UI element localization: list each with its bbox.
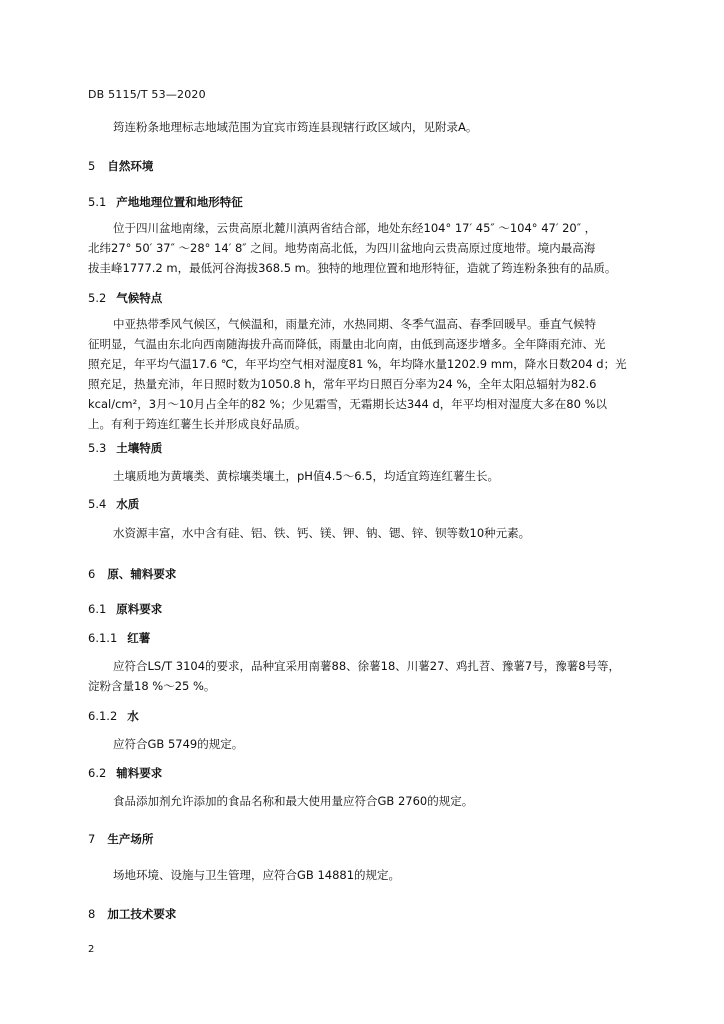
- text-line: 位于四川盆地南缘，云贵高原北麓川滇两省结合部，地处东经104° 17′ 45″ ～104° 47′ 20″ ，: [113, 221, 597, 235]
- section-title: 土壤特质: [116, 441, 163, 455]
- section-number: 5.2: [88, 291, 107, 305]
- subsection-heading: [88, 440, 162, 456]
- paragraph: 食品添加剂允许添加的食品名称和最大使用量应符合GB 2760的规定。: [113, 794, 474, 808]
- section-number: 6.1: [88, 602, 107, 616]
- subsection-heading: [88, 765, 162, 781]
- section-title: 水: [127, 709, 139, 723]
- section-number: 5: [88, 159, 96, 173]
- text-line: 上。有利于筠连红薯生长并形成良好品质。: [88, 417, 307, 431]
- text-line: 照充足，热量充沛，年日照时数为1050.8 h，常年平均日照百分率为24 %，全年太阳总辐射为82.6: [88, 377, 597, 391]
- section-title: 水质: [116, 497, 140, 511]
- paragraph: [88, 314, 628, 434]
- text-line: 照充足，年平均气温17.6 ℃，年平均空气相对湿度81 %，年均降水量1202.9 mm，降水日数204 d；光: [88, 357, 627, 371]
- paragraph: 土壤质地为黄壤类、黄棕壤类壤土，pH值4.5～6.5，均适宜筠连红薯生长。: [113, 469, 500, 483]
- intro-paragraph: 筠连粉条地理标志地域范围为宜宾市筠连县现辖行政区域内，见附录A。: [113, 120, 478, 134]
- section-title: 生产场所: [107, 832, 154, 846]
- section-title: 产地地理位置和地形特征: [116, 195, 243, 209]
- section-number: 5.4: [88, 497, 107, 511]
- section-title: 自然环境: [107, 159, 154, 173]
- text-line: 征明显，气温由东北向西南随海拔升高而降低，雨量由北向南，由低到高逐步增多。全年降雨充沛、光: [88, 337, 606, 351]
- section-number: 6: [88, 567, 96, 581]
- text-line: 拔圭峰1777.2 m，最低河谷海拔368.5 m。独特的地理位置和地形特征，造就了筠连粉条独有的品质。: [88, 261, 617, 275]
- section-title: 红薯: [127, 631, 151, 645]
- section-title: 原、辅料要求: [107, 567, 177, 581]
- text-line: 应符合LS/T 3104的要求，品种宜采用南薯88、徐薯18、川薯27、鸡扎苕、豫薯7号，豫薯8号等，: [113, 659, 621, 673]
- text-line: 北纬27° 50′ 37″ ～28° 14′ 8″ 之间。地势南高北低，为四川盆地向云贵高原过度地带。境内最高海: [88, 241, 596, 255]
- section-number: 6.2: [88, 766, 107, 780]
- paragraph: [88, 218, 628, 278]
- subsection-heading: [88, 290, 162, 306]
- section-number: 8: [88, 907, 96, 921]
- subsection-heading: [88, 601, 162, 617]
- section-number: 7: [88, 832, 96, 846]
- section-heading: [88, 831, 153, 847]
- section-heading: [88, 158, 153, 174]
- text-line: 淀粉含量18 %～25 %。: [88, 679, 216, 693]
- text-line: 中亚热带季风气候区，气候温和，雨量充沛，水热同期、冬季气温高、春季回暖早。垂直气候特: [113, 317, 596, 331]
- paragraph: 场地环境、设施与卫生管理，应符合GB 14881的规定。: [113, 868, 401, 882]
- section-title: 原料要求: [116, 602, 163, 616]
- paragraph: 水资源丰富，水中含有硅、铝、铁、钙、镁、钾、钠、锶、锌、钡等数10种元素。: [113, 526, 531, 540]
- section-title: 气候特点: [116, 291, 163, 305]
- section-number: 6.1.2: [88, 709, 118, 723]
- section-number: 5.3: [88, 441, 107, 455]
- section-title: 辅料要求: [116, 766, 163, 780]
- section-heading: [88, 906, 176, 922]
- subsubsection-heading: [88, 630, 150, 646]
- section-number: 5.1: [88, 195, 107, 209]
- page-number: 2: [88, 944, 95, 955]
- subsection-heading: [88, 194, 243, 210]
- document-header: DB 5115/T 53—2020: [88, 88, 206, 101]
- paragraph: [88, 656, 628, 696]
- subsubsection-heading: [88, 708, 139, 724]
- paragraph: 应符合GB 5749的规定。: [113, 737, 244, 751]
- section-number: 6.1.1: [88, 631, 118, 645]
- section-heading: [88, 566, 176, 582]
- subsection-heading: [88, 496, 139, 512]
- section-title: 加工技术要求: [107, 907, 177, 921]
- text-line: kcal/cm²，3月～10月占全年的82 %；少见霜雪，无霜期长达344 d，年平均相对湿度大多在80 %以: [88, 397, 608, 411]
